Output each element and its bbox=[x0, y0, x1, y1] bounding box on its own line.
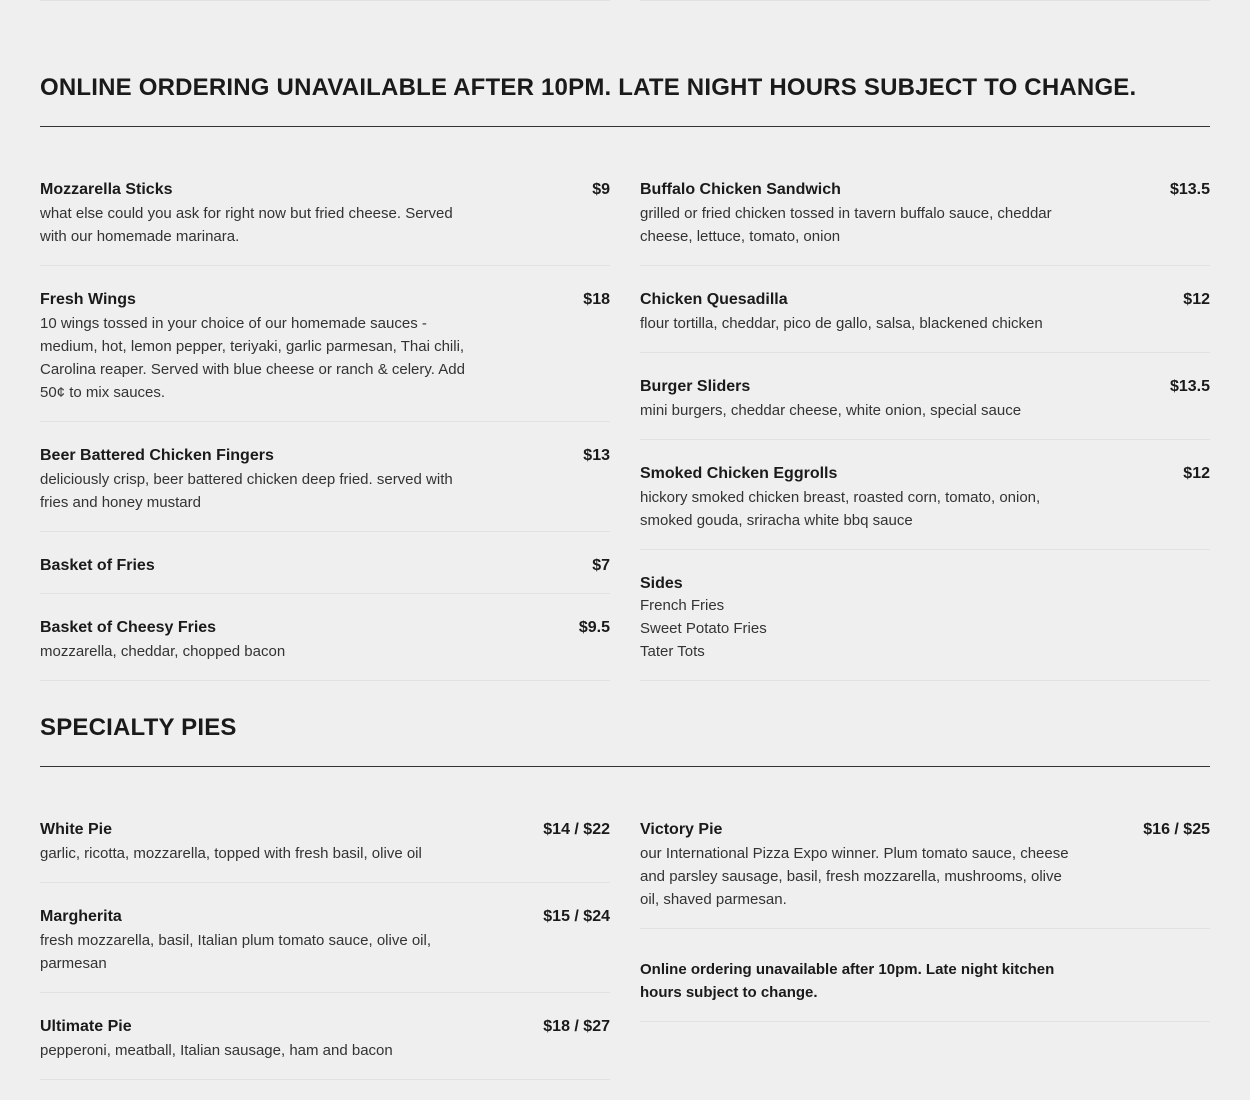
item-description: fresh mozzarella, basil, Italian plum tomato sauce, olive oil, parmesan bbox=[40, 932, 432, 972]
top-divider-right bbox=[640, 0, 1210, 1]
item-name: Fresh Wings bbox=[40, 291, 136, 308]
section-divider bbox=[40, 766, 1210, 767]
late-night-section bbox=[40, 72, 1210, 698]
menu-item-fresh-wings[interactable] bbox=[40, 283, 610, 422]
item-name: Basket of Cheesy Fries bbox=[40, 619, 217, 636]
menu-column-right bbox=[640, 173, 1210, 698]
menu-item-cheesy-fries[interactable] bbox=[40, 611, 610, 681]
menu-item-smoked-chicken-eggrolls[interactable] bbox=[640, 457, 1210, 550]
item-price: $13.5 bbox=[1169, 378, 1210, 395]
item-price: $7 bbox=[592, 557, 610, 574]
item-name: Burger Sliders bbox=[640, 378, 751, 395]
menu-item-margherita[interactable] bbox=[40, 900, 610, 993]
menu-columns bbox=[40, 173, 1210, 698]
item-name: Beer Battered Chicken Fingers bbox=[40, 447, 274, 464]
section-divider bbox=[40, 126, 1210, 127]
item-description: what else could you ask for right now but fried cheese. Served with our homemade marinara. bbox=[40, 205, 453, 245]
item-name: Smoked Chicken Eggrolls bbox=[640, 465, 838, 482]
menu-item-mozzarella-sticks[interactable] bbox=[40, 173, 610, 266]
item-name: Ultimate Pie bbox=[40, 1018, 132, 1035]
item-price: $13.5 bbox=[1169, 181, 1210, 198]
ordering-note-text: Online ordering unavailable after 10pm. Late night kitchen hours subject to change. bbox=[640, 961, 1055, 1001]
item-description: hickory smoked chicken breast, roasted corn, tomato, onion, smoked gouda, sriracha white bbq sauce bbox=[640, 489, 1041, 529]
menu-item-buffalo-chicken-sandwich[interactable] bbox=[640, 173, 1210, 266]
item-price: $16 / $25 bbox=[1143, 821, 1210, 838]
menu-item-chicken-fingers[interactable] bbox=[40, 439, 610, 532]
item-description: mini burgers, cheddar cheese, white onion, special sauce bbox=[640, 402, 1022, 419]
item-price: $18 / $27 bbox=[543, 1018, 610, 1035]
item-name: Victory Pie bbox=[640, 821, 723, 838]
item-description: 10 wings tossed in your choice of our homemade sauces - medium, hot, lemon pepper, teriyaki, garlic parmesan, Thai chili, Carolina reaper. Served with blue cheese or ranch & celery. Add 50¢ to mix sauces. bbox=[40, 315, 465, 401]
menu-column-left bbox=[40, 813, 610, 1097]
item-name: Buffalo Chicken Sandwich bbox=[640, 181, 841, 198]
item-description: deliciously crisp, beer battered chicken deep fried. served with fries and honey mustard bbox=[40, 471, 453, 511]
item-price: $18 bbox=[583, 291, 610, 308]
item-description: pepperoni, meatball, Italian sausage, ham and bacon bbox=[40, 1042, 393, 1059]
menu-column-right bbox=[640, 813, 1210, 1097]
item-price: $14 / $22 bbox=[543, 821, 610, 838]
specialty-pies-section bbox=[40, 712, 1210, 1097]
item-price: $9 bbox=[592, 181, 610, 198]
side-option: French Fries bbox=[640, 597, 725, 614]
item-description: our International Pizza Expo winner. Plum tomato sauce, cheese and parsley sausage, basil, fresh mozzarella, mushrooms, olive oil, shaved parmesan. bbox=[640, 845, 1069, 908]
item-name: White Pie bbox=[40, 821, 113, 838]
item-price: $9.5 bbox=[578, 619, 610, 636]
item-price: $15 / $24 bbox=[543, 908, 610, 925]
item-price: $12 bbox=[1183, 465, 1210, 482]
side-option: Tater Tots bbox=[640, 643, 705, 660]
ordering-note bbox=[640, 946, 1210, 1022]
menu-item-sides[interactable] bbox=[640, 567, 1210, 681]
item-name: Sides bbox=[640, 575, 683, 592]
top-dividers bbox=[40, 0, 1210, 1]
menu-item-ultimate-pie[interactable] bbox=[40, 1010, 610, 1080]
top-divider-left bbox=[40, 0, 610, 1]
side-option: Sweet Potato Fries bbox=[640, 620, 767, 637]
sides-list bbox=[640, 594, 1210, 663]
menu-column-left bbox=[40, 173, 610, 698]
section-title-specialty-pies: SPECIALTY PIES bbox=[40, 714, 237, 741]
menu-item-victory-pie[interactable] bbox=[640, 813, 1210, 929]
item-description: grilled or fried chicken tossed in tavern buffalo sauce, cheddar cheese, lettuce, tomato, onion bbox=[640, 205, 1052, 245]
item-name: Margherita bbox=[40, 908, 122, 925]
item-description: mozzarella, cheddar, chopped bacon bbox=[40, 643, 286, 660]
menu-item-burger-sliders[interactable] bbox=[640, 370, 1210, 440]
menu-item-chicken-quesadilla[interactable] bbox=[640, 283, 1210, 353]
item-name: Mozzarella Sticks bbox=[40, 181, 173, 198]
section-title-late-night: ONLINE ORDERING UNAVAILABLE AFTER 10PM. LATE NIGHT HOURS SUBJECT TO CHANGE. bbox=[40, 74, 1137, 101]
item-description: flour tortilla, cheddar, pico de gallo, salsa, blackened chicken bbox=[640, 315, 1043, 332]
item-name: Basket of Fries bbox=[40, 557, 155, 574]
item-description: garlic, ricotta, mozzarella, topped with fresh basil, olive oil bbox=[40, 845, 422, 862]
menu-columns bbox=[40, 813, 1210, 1097]
item-price: $13 bbox=[583, 447, 610, 464]
item-name: Chicken Quesadilla bbox=[640, 291, 788, 308]
menu-item-white-pie[interactable] bbox=[40, 813, 610, 883]
item-price: $12 bbox=[1183, 291, 1210, 308]
menu-item-basket-of-fries[interactable] bbox=[40, 549, 610, 594]
